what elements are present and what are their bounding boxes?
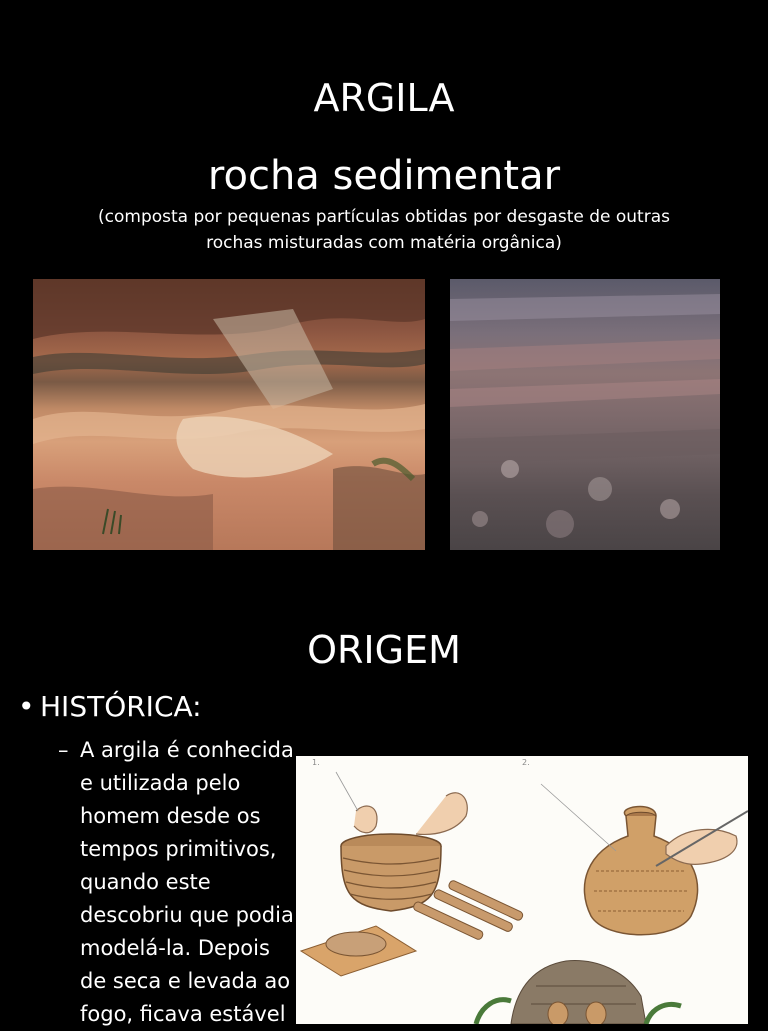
text-line: de seca e levada ao bbox=[80, 969, 291, 993]
text-line: descobriu que podia bbox=[80, 903, 294, 927]
section-heading: ORIGEM bbox=[307, 628, 461, 672]
clay-quarry-illustration bbox=[33, 279, 425, 550]
bullet-label: HISTÓRICA: bbox=[40, 690, 202, 723]
description-line-2: rochas misturadas com matéria orgânica) bbox=[206, 233, 562, 253]
svg-text:2.: 2. bbox=[522, 758, 530, 767]
pottery-making-illustration bbox=[296, 756, 748, 1024]
svg-text:1.: 1. bbox=[312, 758, 320, 767]
text-line: A argila é conhecida bbox=[80, 738, 294, 762]
slide-subtitle: rocha sedimentar bbox=[207, 153, 561, 199]
text-line: modelá-la. Depois bbox=[80, 936, 270, 960]
text-line: quando este bbox=[80, 870, 211, 894]
clay-quarry-photo bbox=[33, 279, 425, 550]
text-line: e utilizada pelo bbox=[80, 771, 241, 795]
sediment-layers-illustration bbox=[450, 279, 720, 550]
bullet-historica bbox=[18, 690, 202, 723]
sediment-layers-photo bbox=[450, 279, 720, 550]
pottery-drawing bbox=[296, 756, 748, 1024]
bullet-icon: • bbox=[18, 690, 35, 723]
text-line: tempos primitivos, bbox=[80, 837, 277, 861]
text-line: homem desde os bbox=[80, 804, 261, 828]
description-line-1: (composta por pequenas partículas obtidas por desgaste de outras bbox=[98, 207, 670, 227]
sub-bullet-text bbox=[80, 734, 295, 1031]
dash-icon: – bbox=[58, 738, 69, 762]
slide-title: ARGILA bbox=[313, 76, 455, 120]
description bbox=[80, 204, 688, 256]
text-line: fogo, ficava estável bbox=[80, 1002, 286, 1026]
